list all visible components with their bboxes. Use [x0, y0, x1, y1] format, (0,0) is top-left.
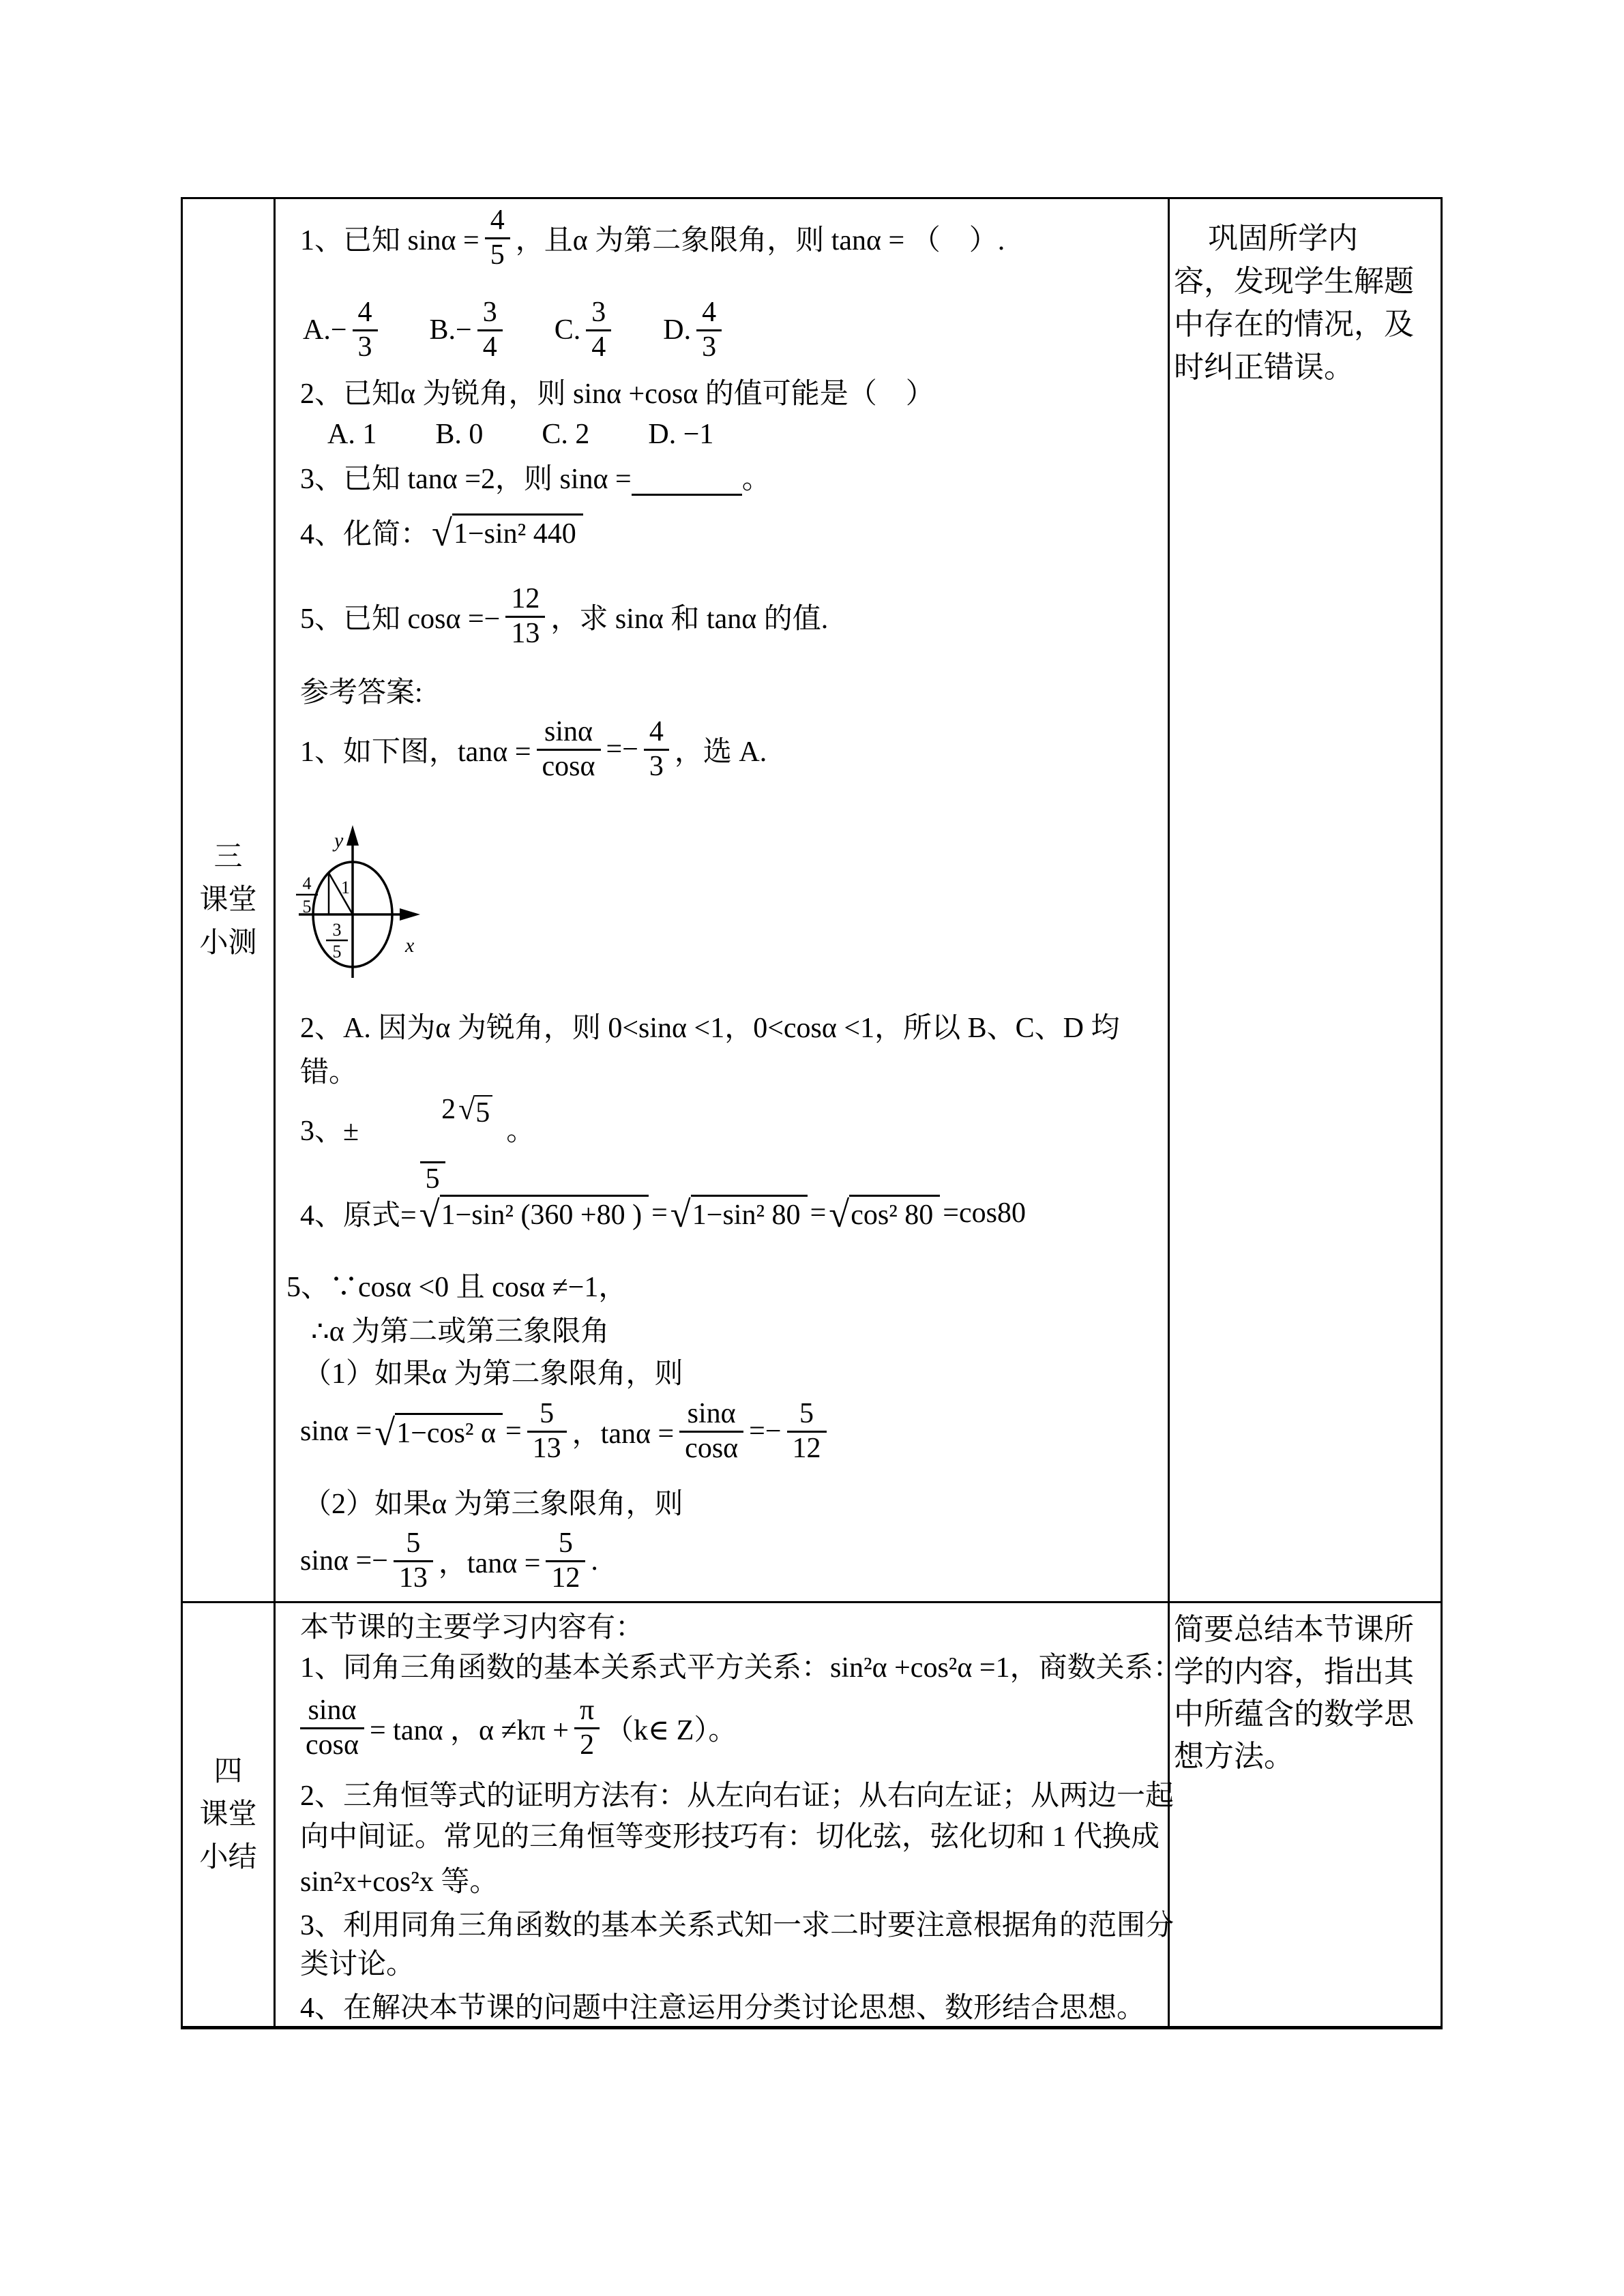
quiz-q3: 3、已知 tanα =2，则 sinα = 。	[300, 464, 771, 495]
fraction-4-5: $\frac{4}{5}$	[485, 205, 510, 271]
summary-point3-line2: 类讨论。	[300, 1949, 415, 1980]
radical-sign: √	[374, 1412, 396, 1453]
note-line: 容，发现学生解题	[1174, 265, 1414, 298]
fraction-5-12: $\frac{5}{12}$	[787, 1398, 827, 1464]
answer-4: 4、原式= √ 1−sin² (360 +80 ) = √ 1−sin² 80 = √ cos² 80 =cos80	[300, 1193, 1026, 1235]
summary-point3-line1: 3、利用同角三角函数的基本关系式知一求二时要注意根据角的范围分	[300, 1910, 1175, 1941]
option-a: A. − $\frac{4}{3}$	[303, 297, 383, 363]
answer-5-case1-heading: （1）如果α 为第二象限角，则	[303, 1358, 683, 1390]
frac-3-5-den: 5	[332, 942, 342, 961]
fraction-pi-2: $\frac{\pi}{2}$	[574, 1695, 600, 1761]
quiz-purpose-note	[1170, 199, 1441, 1603]
summary-intro: 本节课的主要学习内容有：	[300, 1612, 645, 1643]
radical-sign: √	[432, 512, 452, 554]
note-line: 想方法。	[1174, 1740, 1294, 1773]
summary-point1-formula: $\frac{\sin\alpha}{\cos\alpha}$ = tanα ，α ≠kπ + $\frac{\pi}{2}$ （k∈ Z）。	[276, 1690, 1164, 1766]
fraction-4-3: $\frac{4}{3}$	[644, 716, 669, 782]
fraction: 3 4	[586, 297, 611, 363]
radical-sign: √	[829, 1193, 850, 1235]
summary-content	[276, 1603, 1182, 2026]
spacer	[676, 418, 683, 451]
section-label-quiz	[183, 199, 276, 1603]
section-title-line2: 小测	[199, 927, 257, 959]
hypotenuse-label: 1	[341, 878, 350, 897]
y-axis-arrowhead	[346, 825, 359, 846]
option-a: A. 1	[327, 419, 377, 450]
note-line: 巩固所学内	[1208, 222, 1358, 255]
spacer	[355, 418, 363, 451]
radical: √ 1−cos² α	[374, 1413, 503, 1450]
radical: √ 1−sin² 440	[432, 513, 583, 550]
section-number: 三	[213, 841, 243, 873]
numerator: 2 √ 5	[364, 1062, 501, 1161]
q1-text: 1、已知 sinα =	[300, 225, 479, 256]
frac-4-5-num: 4	[302, 874, 312, 893]
fraction-2root5-5: 2 √ 5 5	[364, 1062, 501, 1195]
answer-blank	[632, 464, 742, 496]
section-title-line1: 课堂	[199, 884, 257, 916]
spacer	[568, 418, 576, 451]
radical-sign: √	[458, 1092, 475, 1126]
fraction-sin-cos: $\frac{\sin\alpha}{\cos\alpha}$	[537, 716, 601, 782]
summary-point2-line1: 2、三角恒等式的证明方法有：从左向右证；从右向左证；从两边一起	[300, 1780, 1175, 1812]
answer-1: 1、如下图，tanα = $\frac{\sin\alpha}{\cos\alpha}$ =− $\frac{4}{3}$ ，选 A.	[300, 716, 767, 782]
note-line: 学的内容，指出其	[1174, 1655, 1414, 1688]
quiz-q5: 5、已知 cosα =− $\frac{12}{13}$ ，求 sinα 和 tanα 的值.	[300, 583, 829, 649]
answer-3: 3、± 2 √ 5 5 。	[276, 1090, 1164, 1167]
fraction-12-13: $\frac{12}{13}$	[505, 583, 545, 649]
x-axis-arrowhead	[400, 908, 420, 921]
y-axis-label: y	[334, 829, 344, 852]
summary-purpose-note	[1170, 1603, 1441, 2026]
lesson-plan-table	[181, 197, 1443, 2029]
option-c: C. 2	[542, 419, 590, 450]
frac-4-5-den: 5	[302, 897, 312, 916]
answer-2-line1: 2、A. 因为α 为锐角，则 0<sinα <1，0<cosα <1，所以 B、C、D 均	[300, 1013, 1120, 1044]
unit-circle-figure	[286, 821, 443, 985]
radical: √ 5	[458, 1095, 492, 1129]
fraction: 4 3	[696, 297, 722, 363]
fraction-5-12: $\frac{5}{12}$	[546, 1527, 585, 1594]
note-line: 简要总结本节课所	[1174, 1613, 1414, 1646]
radical: √ 1−sin² (360 +80 )	[419, 1195, 649, 1232]
answer-5-line2: ∴α 为第二或第三象限角	[311, 1316, 610, 1347]
x-axis-label: x	[405, 934, 415, 957]
answer-2-line2: 错。	[300, 1057, 358, 1088]
unit-circle-svg	[286, 821, 443, 985]
summary-point2-line2: 向中间证。常见的三角恒等变形技巧有：切化弦，弦化切和 1 代换成	[300, 1821, 1160, 1853]
radical-sign: √	[670, 1193, 691, 1235]
answer-5-case1-formula: sinα = √ 1−cos² α = $\frac{5}{13}$ ，tanα = $\frac{\sin\alpha}{\cos\alpha}$ =− $\frac{5}{12}$	[276, 1394, 1164, 1469]
fraction-5-13: $\frac{5}{13}$	[527, 1398, 567, 1464]
quiz-content	[276, 199, 1170, 1603]
fraction: $\frac{4}{3}$	[353, 297, 378, 363]
summary-point1: 1、同角三角函数的基本关系式平方关系：sin²α +cos²α =1，商数关系：	[300, 1652, 1182, 1684]
note-line: 中所蕴含的数学思	[1174, 1697, 1414, 1731]
radical: √ 1−sin² 80	[670, 1195, 808, 1232]
quiz-q1-options	[276, 293, 1164, 368]
quiz-q1	[276, 204, 1164, 272]
note-line: 中存在的情况，及	[1174, 308, 1414, 341]
summary-point2-line3: sin²x+cos²x 等。	[300, 1866, 499, 1898]
frac-3-5-num: 3	[332, 920, 342, 940]
reference-answers-heading: 参考答案:	[300, 677, 423, 709]
radical-sign: √	[419, 1193, 440, 1235]
section-title-line2: 小结	[199, 1841, 257, 1873]
fraction-sin-cos: $\frac{\sin\alpha}{\cos\alpha}$	[679, 1398, 743, 1464]
answer-5-line1: 5、∵cosα <0 且 cosα ≠−1，	[286, 1272, 628, 1303]
quiz-q2-options	[276, 419, 1164, 450]
section-label-summary	[183, 1603, 276, 2026]
note-line: 时纠正错误。	[1174, 351, 1354, 384]
radical: √ cos² 80	[829, 1195, 940, 1232]
option-c: C. 3 4	[555, 297, 617, 363]
fraction-sin-cos: $\frac{\sin\alpha}{\cos\alpha}$	[300, 1695, 364, 1761]
spacer	[462, 418, 469, 451]
summary-point4: 4、在解决本节课的问题中注意运用分类讨论思想、数形结合思想。	[300, 1993, 1146, 2024]
option-b: B. 0	[435, 419, 484, 450]
fraction-5-13: $\frac{5}{13}$	[394, 1527, 433, 1594]
answer-5-case2-heading: （2）如果α 为第三象限角，则	[303, 1489, 683, 1520]
option-d: D. 4 3	[663, 297, 727, 363]
option-b: B. − $\frac{3}{4}$	[430, 297, 508, 363]
quiz-q2: 2、已知α 为锐角，则 sinα +cosα 的值可能是（ ）	[300, 378, 934, 410]
fraction: $\frac{3}{4}$	[477, 297, 503, 363]
answer-5-case2-formula: sinα =− $\frac{5}{13}$ ，tanα = $\frac{5}{12}$ .	[300, 1527, 598, 1594]
section-title-line1: 课堂	[199, 1798, 257, 1830]
section-number: 四	[213, 1755, 243, 1787]
option-d: D. −1	[648, 419, 714, 450]
quiz-q4: 4、化简： √ 1−sin² 440	[276, 507, 1164, 556]
q1-text-tail: ，且α 为第二象限角，则 tanα = （ ）.	[515, 225, 1005, 256]
